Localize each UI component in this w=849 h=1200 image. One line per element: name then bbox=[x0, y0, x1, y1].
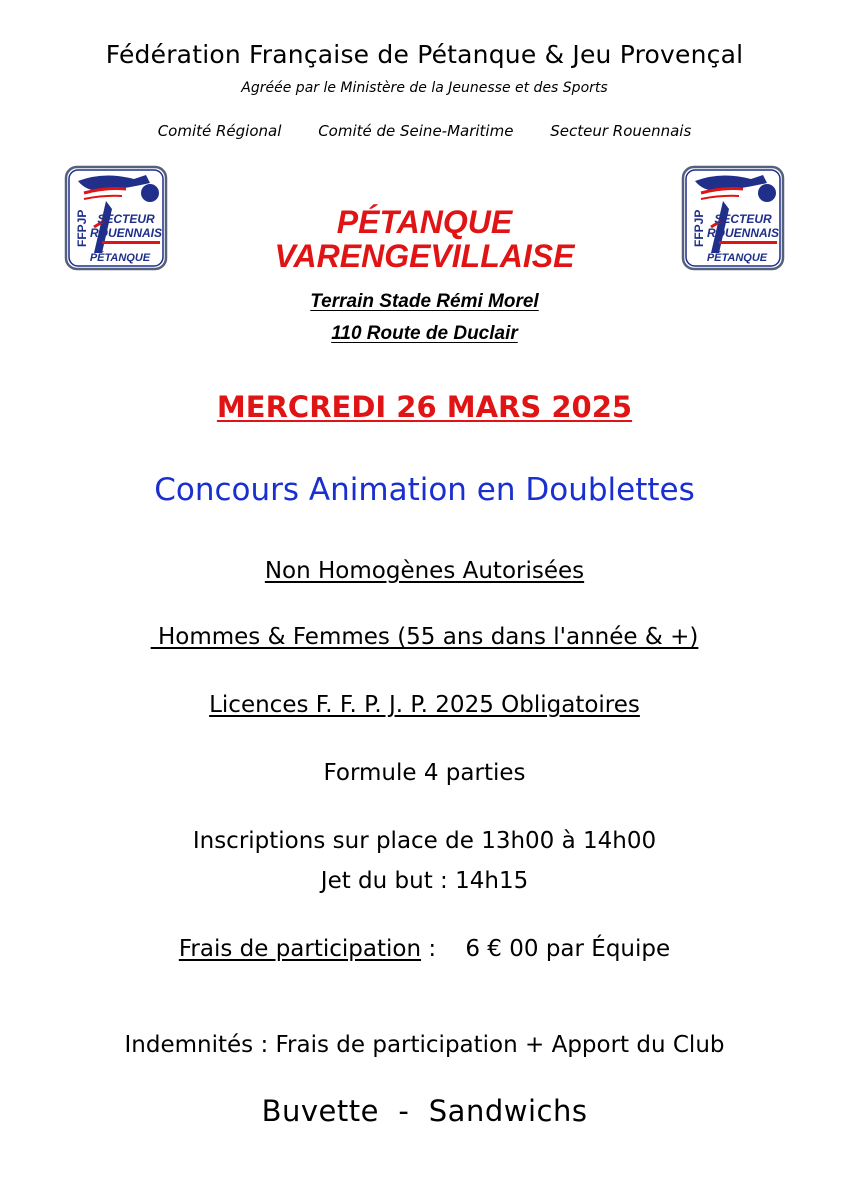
federation-title: Fédération Française de Pétanque & Jeu Provençal bbox=[105, 40, 744, 69]
event-date: MERCREDI 26 MARS 2025 bbox=[216, 390, 633, 424]
logo-petanque-text: PÉTANQUE bbox=[706, 252, 768, 264]
committee-secteur-rouennais: Secteur Rouennais bbox=[550, 122, 692, 140]
committees-line bbox=[0, 122, 849, 140]
licence-line bbox=[0, 692, 849, 718]
players-line bbox=[0, 624, 849, 650]
homogeneity-line bbox=[0, 558, 849, 584]
logo-rouennais-text: ROUENNAIS bbox=[706, 226, 780, 240]
venue-address bbox=[0, 286, 849, 350]
club-name-line1: PÉTANQUE bbox=[336, 204, 513, 240]
registration-line: Inscriptions sur place de 13h00 à 14h00 bbox=[192, 828, 657, 854]
players-text: Hommes & Femmes (55 ans dans l'année & +) bbox=[150, 624, 699, 650]
fee-line bbox=[0, 936, 849, 962]
licence-text: Licences F. F. P. J. P. 2025 Obligatoires bbox=[209, 692, 640, 718]
approval-subtitle: Agréée par le Ministère de la Jeunesse et des Sports bbox=[241, 80, 608, 96]
club-name bbox=[0, 205, 849, 273]
logo-secteur-text: SECTEUR bbox=[714, 212, 772, 226]
committee-regional: Comité Régional bbox=[157, 122, 282, 140]
logo-ffpjp-text: FFPJP bbox=[692, 209, 706, 247]
buvette-line: Buvette - Sandwichs bbox=[261, 1094, 588, 1128]
club-name-line2: VARENGEVILLAISE bbox=[274, 238, 575, 274]
event-title: Concours Animation en Doublettes bbox=[154, 472, 695, 508]
logo-secteur-text: SECTEUR bbox=[97, 212, 155, 226]
logo-rouennais-text: ROUENNAIS bbox=[89, 226, 163, 240]
venue-line1: Terrain Stade Rémi Morel bbox=[310, 291, 539, 312]
formula-line: Formule 4 parties bbox=[323, 760, 526, 786]
venue-line2: 110 Route de Duclair bbox=[331, 323, 518, 344]
fee-label: Frais de participation bbox=[178, 936, 422, 962]
logo-petanque-text: PÉTANQUE bbox=[89, 252, 151, 264]
jet-du-but-line: Jet du but : 14h15 bbox=[320, 868, 529, 894]
fee-separator: : bbox=[421, 936, 466, 962]
fee-value: 6 € 00 par Équipe bbox=[465, 936, 671, 962]
committee-seine-maritime: Comité de Seine-Maritime bbox=[318, 122, 514, 140]
indemnities-line: Indemnités : Frais de participation + Apport du Club bbox=[124, 1032, 725, 1058]
logo-ffpjp-text: FFPJP bbox=[75, 209, 89, 247]
homogeneity-text: Non Homogènes Autorisées bbox=[264, 558, 585, 584]
